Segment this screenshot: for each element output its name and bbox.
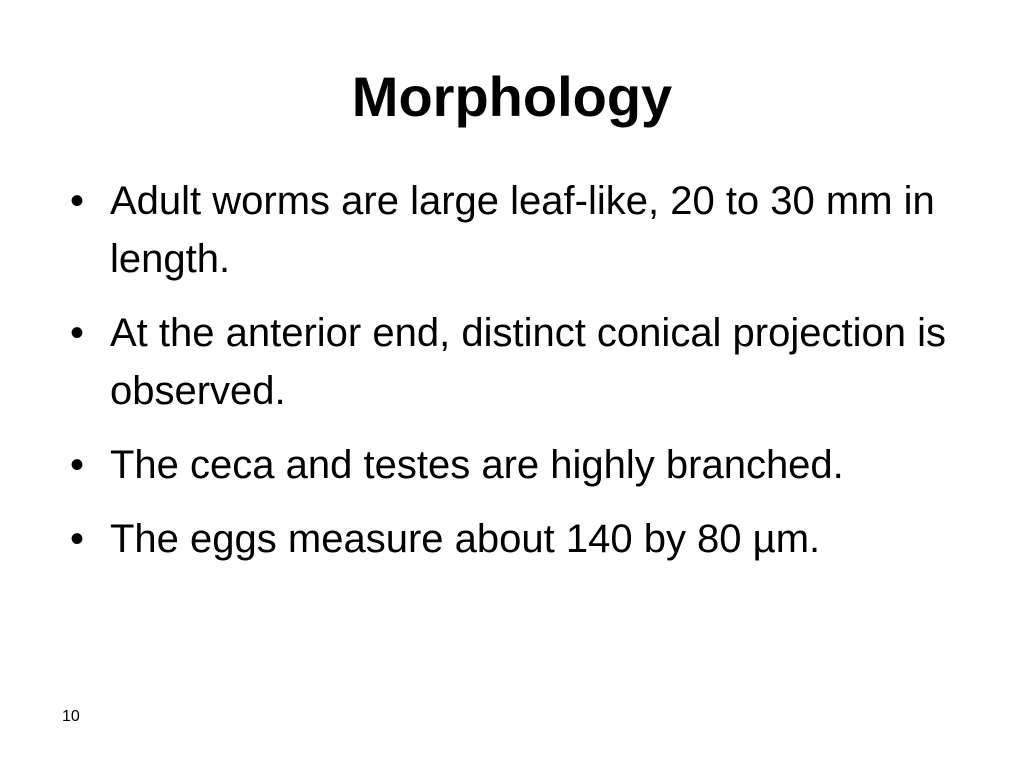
slide-number: 10 (62, 708, 80, 725)
slide-title: Morphology (351, 65, 673, 128)
bullet-item (70, 172, 970, 288)
bullet-text: Adult worms are large leaf-like, 20 to 30 mm in length. (110, 179, 935, 281)
bullet-icon: • (70, 443, 85, 487)
bullet-icon: • (70, 179, 85, 223)
bullet-item (70, 510, 970, 568)
bullet-icon: • (70, 311, 85, 355)
bullet-text: At the anterior end, distinct conical projection is observed. (110, 311, 946, 413)
bullet-item (70, 304, 970, 420)
bullet-text: The ceca and testes are highly branched. (110, 443, 844, 487)
bullet-text: The eggs measure about 140 by 80 µm. (110, 517, 821, 561)
bullet-item (70, 436, 970, 494)
bullet-list (70, 172, 970, 584)
bullet-icon: • (70, 517, 85, 561)
